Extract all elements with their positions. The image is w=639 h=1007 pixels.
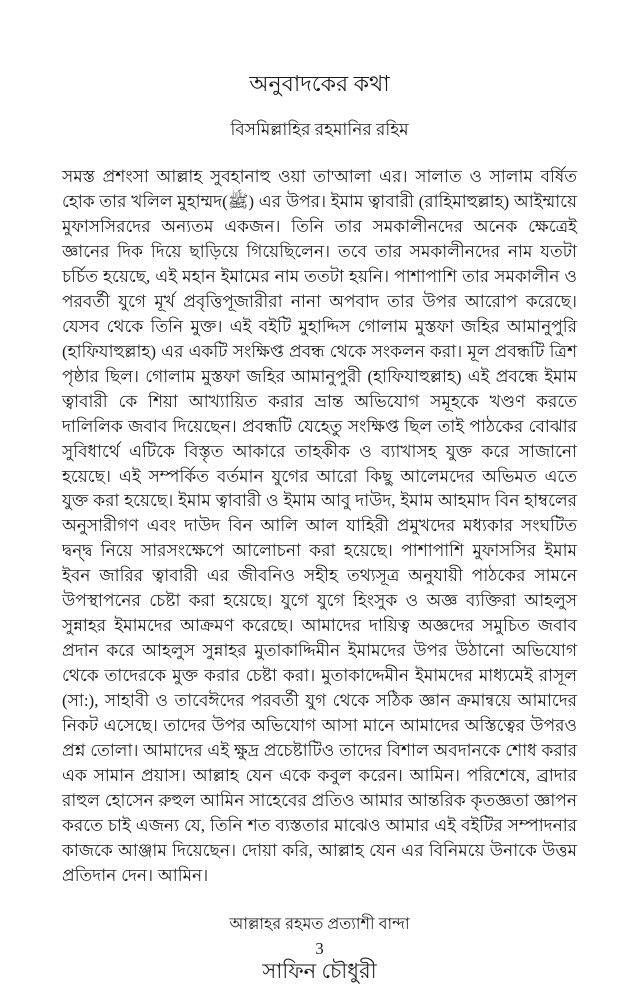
dedication-line: আল্লাহর রহমত প্রত্যাশী বান্দা (229, 916, 410, 934)
page-number: 3 (315, 939, 324, 958)
bismillah-line: বিসমিল্লাহির রহমানির রহিম (230, 119, 409, 139)
signature-name: সাফিন চৌধুরী (262, 959, 377, 984)
translator-note-paragraph: সমস্ত প্রশংসা আল্লাহ সুবহানাহু ওয়া তা'আলা এর। সালাত ও সালাম বর্ষিত হোক তার খলিল মুহাম্মদ(ﷺ) এর উপর। ইমাম ত্বাবারী (রাহিমাহুল্লাহ) আইম্মায়ে মুফাসসিরদের অন্যতম একজন। তিনি তার সমকালীনদের অনেক ক্ষেত্রেই জ্ঞানের দিক দিয়ে ছাড়িয়ে গিয়েছিলেন। তবে তার সমকালীনদের নাম যতটা চর্চিত হয়েছে, এই মহান ইমামের নাম ততটা হয়নি। পাশাপাশি তার সমকালীন ও পরবর্তী যুগে মূর্খ প্রবৃত্তিপূজারীরা নানা অপবাদ তার উপর আরোপ করেছে। যেসব থেকে তিনি মুক্ত। এই বইটি মুহাদ্দিস গোলাম মুস্তফা জহির আমানুপুরি (হাফিযাহুল্লাহ) এর একটি সংক্ষিপ্ত প্রবন্ধ থেকে সংকলন করা। মূল প্রবন্ধটি ত্রিশ পৃষ্ঠার ছিল। গোলাম মুস্তফা জহির আমানুপুরী (হাফিযাহুল্লাহ) এই প্রবন্ধে ইমাম ত্বাবারী কে শিয়া আখ্যায়িত করার ভ্রান্ত অভিযোগ সমূহকে খণ্ডণ করতে দালিলিক জবাব দিয়েছেন। প্রবন্ধটি যেহেতু সংক্ষিপ্ত ছিল তাই পাঠকের বোঝার সুবিধার্থে এটিকে বিস্তৃত আকারে তাহকীক ও ব্যাখাসহ যুক্ত করে সাজানো হয়েছে। এই সম্পর্কিত বর্তমান যুগের আরো কিছু আলেমদের অভিমত এতে যুক্ত করা হয়েছে। ইমাম ত্বাবারী ও ইমাম আবু দাউদ, ইমাম আহমাদ বিন হাম্বলের অনুসারীগণ এবং দাউদ বিন আলি আল যাহিরী প্রমুখদের মধ্যকার সংঘটিত দ্বন্দ্ব নিয়ে সারসংক্ষেপে আলোচনা করা হয়েছে। পাশাপাশি মুফাসসির ইমাম ইবন জারির ত্বাবারী এর জীবনিও সহীহ তথ্যসূত্র অনুযায়ী পাঠকের সামনে উপস্থাপনের চেষ্টা করা হয়েছে। যুগে যুগে হিংসুক ও অজ্ঞ ব্যক্তিরা আহলুস সুন্নাহর ইমামদের আক্রমণ করেছে। আমাদের দায়িত্ব অজ্ঞদের সমুচিত জবাব প্রদান করে আহলুস সুন্নাহর মুতাকাদ্দিমীন ইমামদের উপর উঠানো অভিযোগ থেকে তাদেরকে মুক্ত করার চেষ্টা করা। মুতাকাদ্দেমীন ইমামদের মাধ্যমেই রাসূল (সা:), সাহাবী ও তাবেঈদের পরবর্তী যুগ থেকে সঠিক জ্ঞান ক্রমান্বয়ে আমাদের নিকট এসেছে। তাদের উপর অভিযোগ আসা মানে আমাদের অস্তিত্বের উপরও প্রশ্ন তোলা। আমাদের এই ক্ষুদ্র প্রচেষ্টাটিও তাদের বিশাল অবদানকে শোধ করার এক সামান প্রয়াস। আল্লাহ যেন একে কবুল করেন। আমিন। পরিশেষে, ব্রাদার রাহুল হোসেন রুহুল আমিন সাহেবের প্রতিও আমার আন্তরিক কৃতজ্ঞতা জ্ঞাপন করতে চাই এজন্য যে, তিনি শত ব্যস্ততার মাঝেও আমার এই বইটির সম্পাদনার কাজকে আঞ্জাম দিয়েছেন। দোয়া করি, আল্লাহ যেন এর বিনিময়ে উনাকে উত্তম প্রতিদান দেন। আমিন। (62, 166, 577, 886)
page-title: অনুবাদকের কথা (249, 71, 390, 96)
